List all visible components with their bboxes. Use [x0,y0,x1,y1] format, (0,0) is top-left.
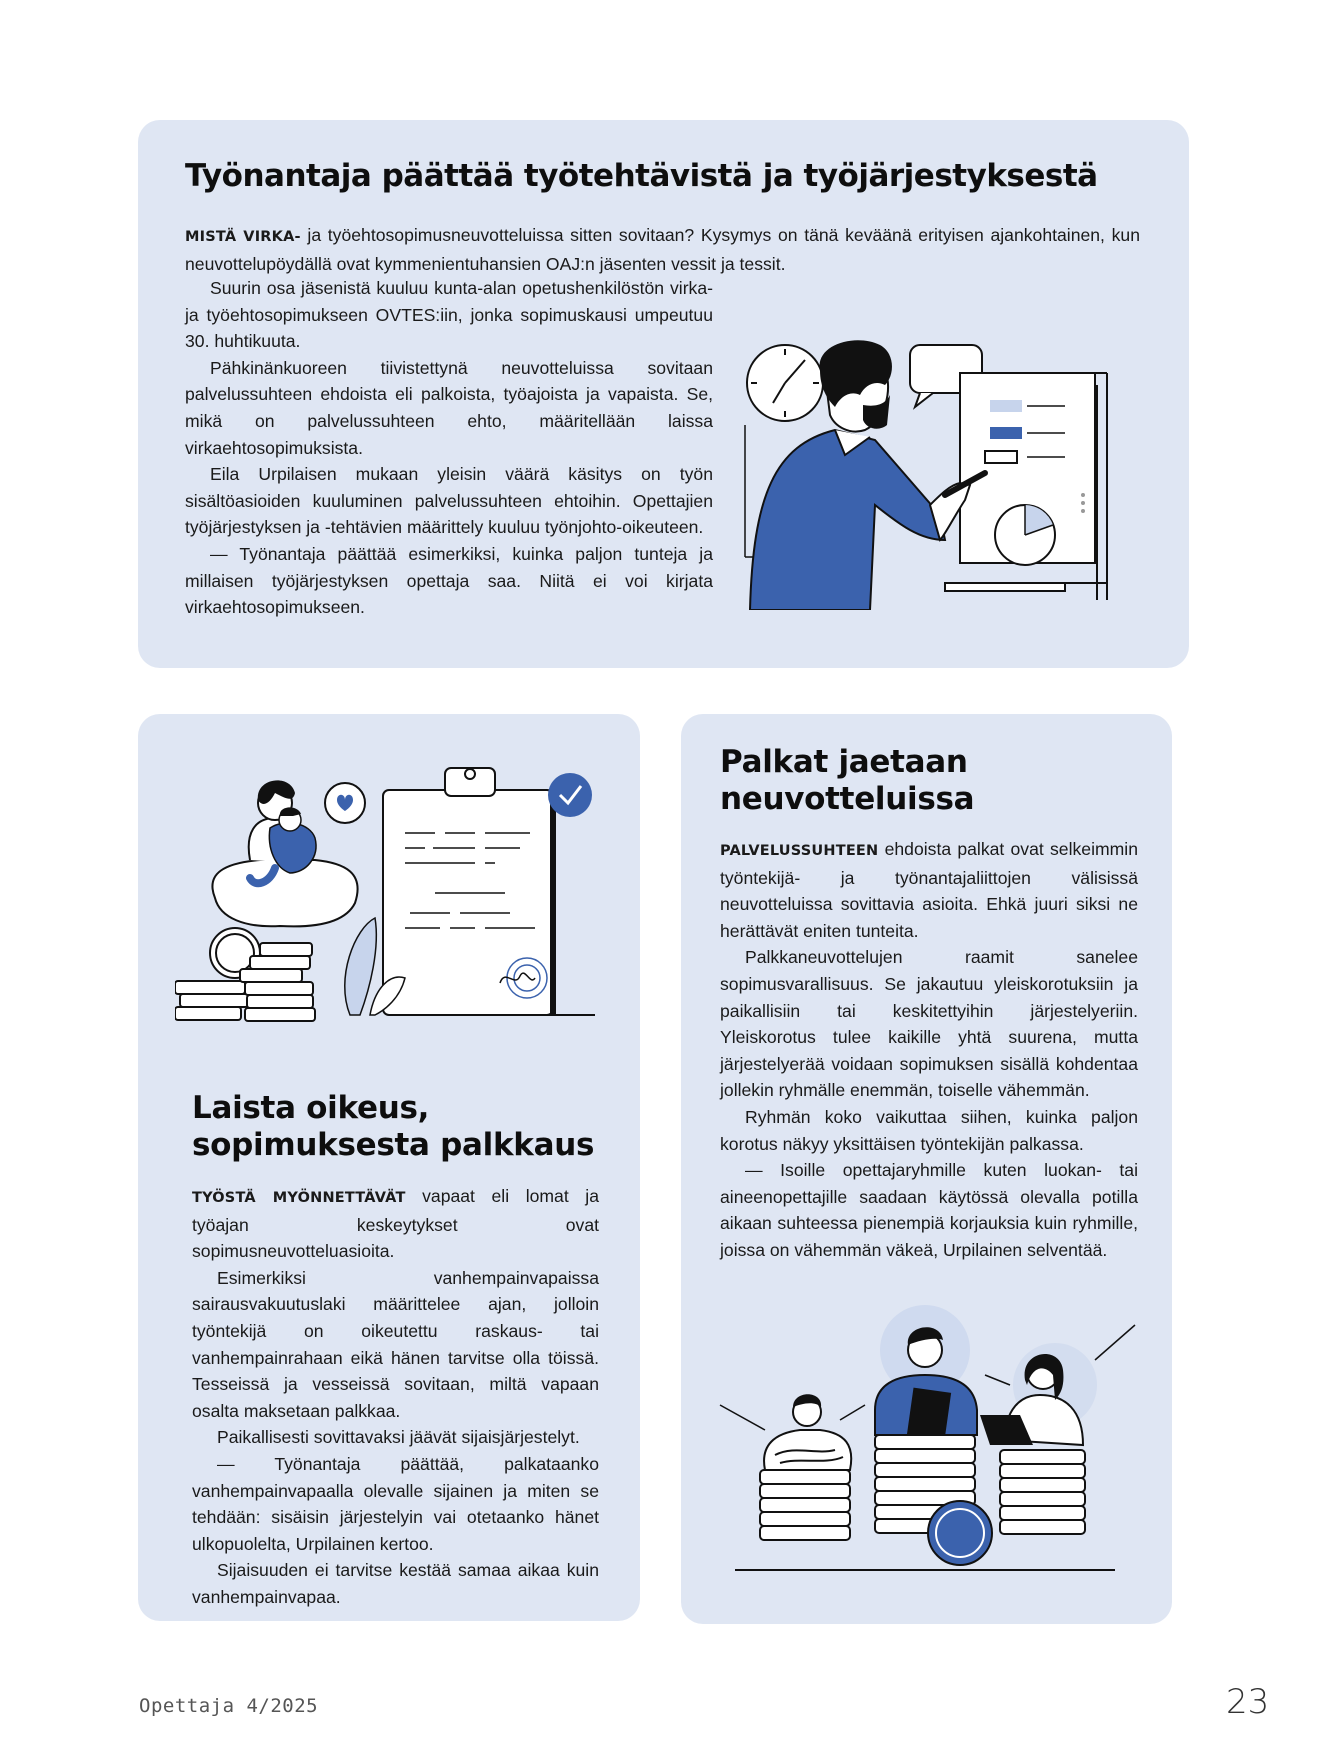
right-heading: Palkat jaetaan neuvotteluissa [720,744,975,817]
person-arms-crossed [764,1394,851,1470]
top-body-text [185,275,713,621]
top-paragraph: Suurin osa jäsenistä kuuluu kunta-alan opetushenkilöstön virka- ja työehtosopimukseen OVTES:iin, jonka sopimuskausi umpeutuu 30. huhtikuuta. [185,278,713,352]
left-lead-caps: TYÖSTÄ MYÖNNETTÄVÄT [192,1190,406,1206]
page-number: 23 [1226,1682,1270,1722]
right-lead-caps: PALVELUSSUHTEEN [720,843,879,859]
left-paragraph: — Työnantaja päättää, palkataanko vanhempainvapaalla olevalle sijainen ja miten se tehdään: sisäisin järjestelyin vai otetaanko hänet ulkopuolelta, Urpilainen kertoo. [192,1453,599,1554]
top-lead-caps: MISTÄ VIRKA- [185,229,301,245]
presenter-illustration [735,335,1145,610]
right-paragraph: Ryhmän koko vaikuttaa siihen, kuinka paljon korotus näkyy yksittäisen työntekijän palkassa. [720,1106,1138,1154]
parent-child-illustration [175,748,615,1030]
top-paragraph: Eila Urpilaisen mukaan yleisin väärä käsitys on työn sisältöasioiden kuuluminen palvelussuhteen ehtoihin. Opettajien työjärjestyksen ja -tehtävien määrittely kuuluu työnjohto-oikeuteen. [185,464,713,538]
left-heading: Laista oikeus, sopimuksesta palkkaus [192,1090,595,1163]
checkmark-icon [548,773,592,817]
right-lead-text: ehdoista palkat ovat selkeimmin työntekijä- ja työnantajaliittojen välisissä neuvotteluissa sovittavia asioita. Ehkä juuri siksi ne herättävät eniten tunteita. [720,839,1138,941]
top-lead-text: ja työehtosopimusneuvotteluissa sitten sovitaan? Kysymys on tänä keväänä erityisen ajankohtainen, kun neuvottelupöydällä ovat kymmenientuhansien OAJ:n jäsenten vessit ja tessit. [185,225,1140,274]
left-paragraph: Paikallisesti sovittavaksi jäävät sijaisjärjestelyt. [217,1427,580,1448]
top-paragraph: — Työnantaja päättää esimerkiksi, kuinka paljon tunteja ja millaisen työjärjestyksen opettaja saa. Niitä ei voi kirjata virkaehtosopimukseen. [185,543,713,618]
left-lead-text: vapaat eli lomat ja työajan keskeytykset ovat sopimusneuvotteluasioita. [192,1186,599,1262]
right-paragraph: Palkkaneuvottelujen raamit sanelee sopimusvarallisuus. Se jakautuu yleiskorotuksiin ja paikallisiin tai keskitettyihin järjestelyeriin. Yleiskorotus tulee kaikille yhtä suurena, mutta järjestelyerää voidaan sopimuksen sisällä kohdentaa jollekin ryhmälle enemmän, toiselle vähemmän. [720,947,1138,1101]
right-body-text [720,836,1138,1264]
clock-icon [747,345,823,421]
top-heading: Työnantaja päättää työtehtävistä ja työjärjestyksestä [185,158,1098,194]
coin-stacks [175,928,315,1021]
left-paragraph: Sijaisuuden ei tarvitse kestää samaa aikaa kuin vanhempainvapaa. [192,1560,599,1607]
document-icon [383,768,553,1015]
people-coins-illustration [715,1295,1145,1585]
right-paragraph: — Isoille opettajaryhmille kuten luokan- tai aineenopettajille saadaan käytössä olevalla potilla aikaan suhteessa pienempiä korjauksia kuin ryhmille, joissa on vähemmän väkeä, Urpilainen selventää. [720,1160,1138,1260]
top-paragraph: Pähkinänkuoreen tiivistettynä neuvotteluissa sovitaan palvelussuhteen ehdoista eli palkoista, työajoista ja vapaista. Se, mikä on palvelussuhteen ehto, määritellään laissa virkaehtosopimuksista. [185,357,713,458]
heart-bubble-icon [325,783,365,823]
large-coin-icon [928,1501,992,1565]
left-body-text [192,1183,599,1611]
top-lead-paragraph [185,222,1140,277]
left-paragraph: Esimerkiksi vanhempainvapaissa sairausvakuutuslaki määrittelee ajan, jolloin työntekijä on oikeutettu raskaus- tai vanhempainrahaan eikä hänen tarvitse olla töissä. Tesseissä ja vesseissä sovitaan, miltä vapaan osalta maksetaan palkkaa. [192,1267,599,1421]
publication-footer: Opettaja 4/2025 [139,1695,319,1717]
